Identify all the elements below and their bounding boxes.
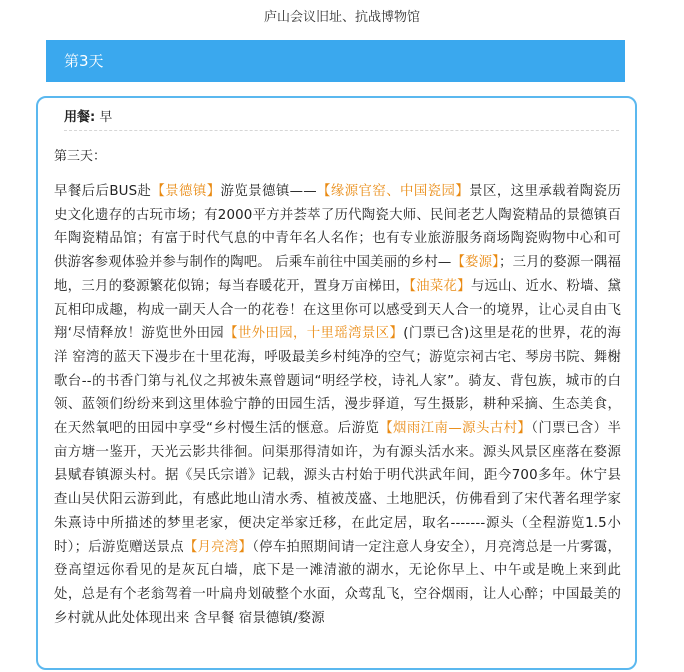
day-title-bar (46, 40, 625, 82)
day-description (54, 180, 621, 630)
description-text: （门票已含）半亩方塘一鉴开，天光云影共徘徊。问渠那得清如许，为有源头活水来。源头风景区座落在婺源县赋春镇源头村。据《吴氏宗谱》记载，源头古村始于明代洪武年间，距今700多年。休宁县查山吴伏阳云游到此，有感此地山清水秀、植被茂盛、土地肥沃，仿佛看到了宋代著名理学家朱熹诗中所描述的梦里老家，便决定举家迁移，在此定居，取名-------源头（全程游览1.5小时）；后游览赠送景点 (54, 421, 621, 555)
meal-label: 用餐: (64, 110, 96, 125)
description-text: （停车拍照期间请一定注意人身安全），月亮湾总是一片雾霭，登高望远你看见的是灰瓦白墙，底下是一滩清澈的湖水，无论你早上、中午或是晚上来到此处，总是有个老翁驾着一叶扁舟划破整个水面，众莺乱飞，空谷烟雨，让人心醉；中国最美的乡村就从此处体现出来 含早餐 宿景德镇/婺源 (54, 539, 621, 626)
day-title: 第3天 (64, 52, 104, 70)
description-text: 与远山、近水、粉墙、黛瓦相印成趣，构成一副天人合一的花卷！在这里你可以感受到天人合一的境界，让心灵自由飞翔‘尽情释放！游览世外田园 (54, 278, 621, 342)
description-text: 景区，这里承载着陶瓷历史文化遗存的古玩市场；有2000平方并荟萃了历代陶瓷大师、民间老艺人陶瓷精品的景德镇百年陶瓷精品馆；有富于时代气息的中青年名人名作；也有专业旅游服务商场陶瓷购物中心和可供游客参观体验并参与制作的陶吧。 后乘车前往中国美丽的乡村— (54, 184, 622, 271)
place-highlight: 【油菜花】 (409, 278, 471, 294)
page-top-caption: 庐山会议旧址、抗战博物馆 (263, 10, 420, 25)
day-heading: 第三天： (54, 149, 107, 164)
place-highlight: 【烟雨江南—源头古村】 (379, 421, 532, 437)
description-text: ；三月的婺源一隅福地，三月的婺源繁花似锦；每当春暖花开，置身万亩梯田， (54, 255, 621, 294)
place-highlight: 【缘源官窑、中国瓷园】 (316, 184, 470, 199)
place-highlight: 【景德镇】 (151, 184, 221, 199)
place-highlight: 【婺源】 (451, 255, 500, 271)
meal-value: 早 (99, 110, 113, 125)
place-highlight: 【月亮湾】 (183, 539, 253, 555)
description-text: (门票已含)这里是花的世界，花的海洋 窑湾的蓝天下漫步在十里花海，呼吸最美乡村纯净的空气；游览宗祠古宅、琴房书院、舞榭歌台--的书香门第与礼仪之邦被朱熹曾题词“明经学校，诗礼人家”。骑友、背包族，城市的白领、蓝领们纷纷来到这里体验宁静的田园生活，漫步驿道，写生摄影，耕种采摘、生态美食，在天然氧吧的田园中享受“乡村慢生活的惬意。后游览 (54, 326, 621, 437)
place-highlight: 【世外田园，十里瑶湾景区】 (224, 326, 404, 342)
meal-row (64, 106, 619, 131)
description-text: 早餐后后BUS赴 (54, 184, 152, 199)
itinerary-card (36, 96, 637, 670)
description-text: 游览景德镇—— (220, 184, 317, 199)
